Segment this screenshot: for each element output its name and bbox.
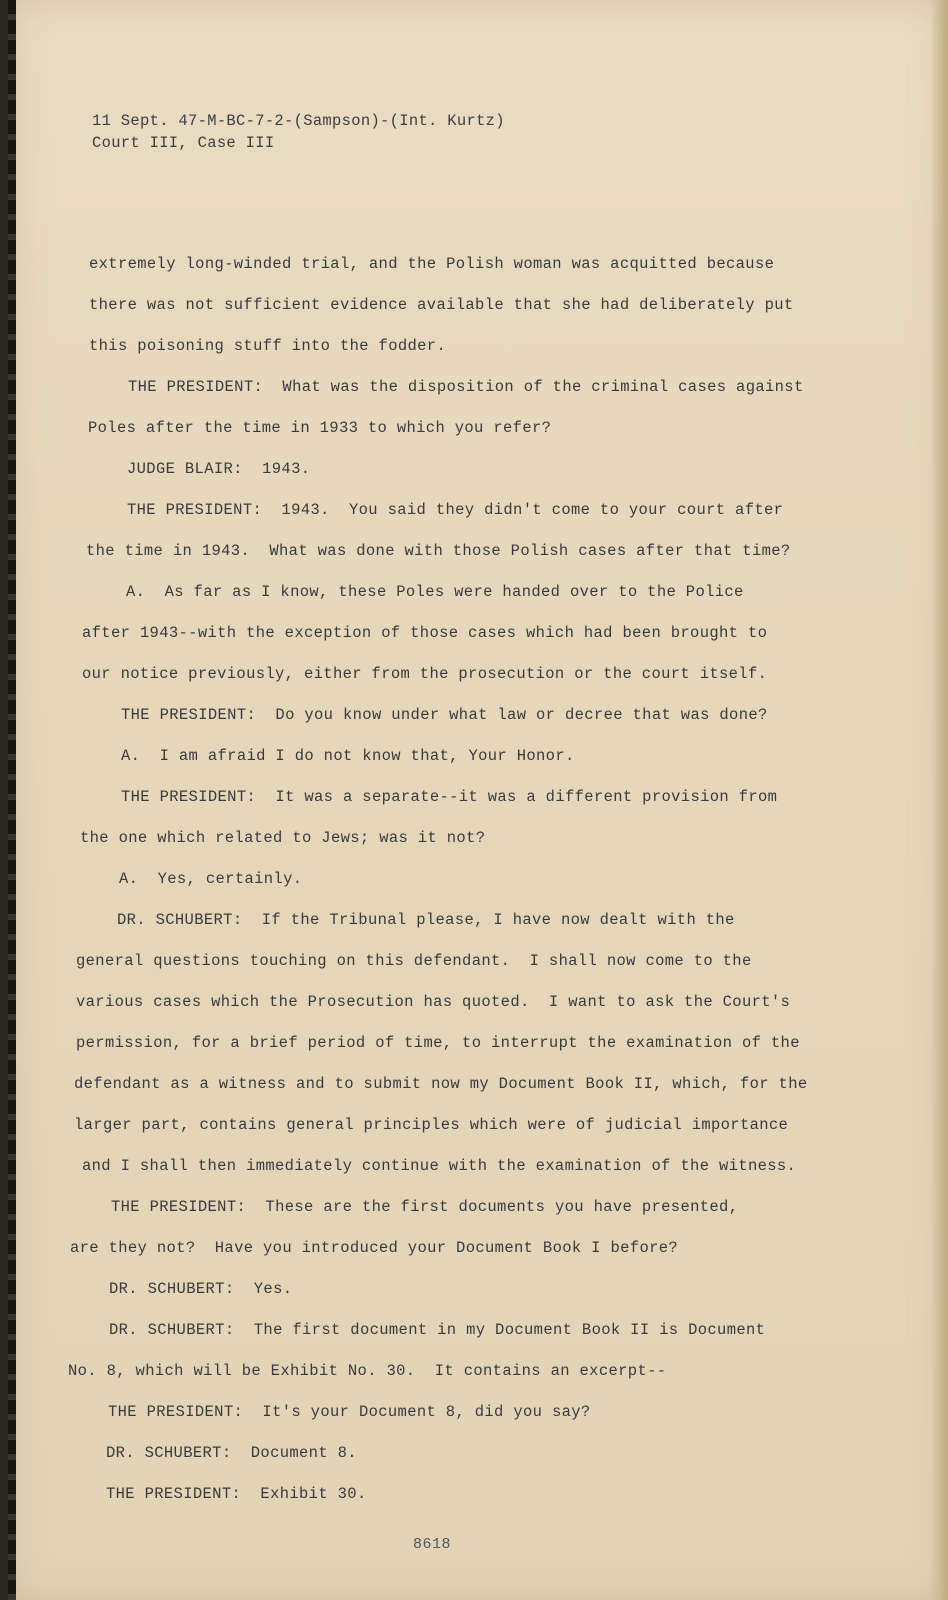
body-line-17: DR. SCHUBERT: If the Tribunal please, I have now dealt with the <box>117 911 735 929</box>
body-line-3: this poisoning stuff into the fodder. <box>89 337 447 355</box>
binding-edge <box>8 0 16 1600</box>
body-line-20: permission, for a brief period of time, to interrupt the examination of the <box>76 1034 800 1052</box>
body-line-16: A. Yes, certainly. <box>119 870 303 888</box>
body-line-15: the one which related to Jews; was it not? <box>80 829 486 847</box>
body-line-6: JUDGE BLAIR: 1943. <box>127 460 311 478</box>
body-line-8: the time in 1943. What was done with those Polish cases after that time? <box>86 542 791 560</box>
body-line-14: THE PRESIDENT: It was a separate--it was a different provision from <box>121 788 778 806</box>
body-line-11: our notice previously, either from the prosecution or the court itself. <box>82 665 768 683</box>
body-line-10: after 1943--with the exception of those cases which had been brought to <box>82 624 768 642</box>
body-line-24: THE PRESIDENT: These are the first documents you have presented, <box>111 1198 739 1216</box>
header-line-2: Court III, Case III <box>92 134 275 152</box>
body-line-23: and I shall then immediately continue with the examination of the witness. <box>82 1157 797 1175</box>
body-line-28: No. 8, which will be Exhibit No. 30. It contains an excerpt-- <box>68 1362 667 1380</box>
page-number: 8618 <box>413 1536 452 1553</box>
body-line-30: DR. SCHUBERT: Document 8. <box>106 1444 357 1462</box>
body-line-1: extremely long-winded trial, and the Polish woman was acquitted because <box>89 255 775 273</box>
document-header <box>92 110 505 154</box>
body-line-2: there was not sufficient evidence available that she had deliberately put <box>89 296 794 314</box>
body-line-25: are they not? Have you introduced your Document Book I before? <box>70 1239 679 1257</box>
body-line-21: defendant as a witness and to submit now my Document Book II, which, for the <box>74 1075 808 1093</box>
body-line-31: THE PRESIDENT: Exhibit 30. <box>106 1485 367 1503</box>
page-edge <box>930 0 948 1600</box>
body-line-12: THE PRESIDENT: Do you know under what law or decree that was done? <box>121 706 768 724</box>
header-line-1: 11 Sept. 47-M-BC-7-2-(Sampson)-(Int. Kurtz) <box>92 112 505 130</box>
body-line-26: DR. SCHUBERT: Yes. <box>109 1280 293 1298</box>
body-line-4: THE PRESIDENT: What was the disposition of the criminal cases against <box>128 378 804 396</box>
body-line-18: general questions touching on this defendant. I shall now come to the <box>76 952 752 970</box>
body-line-22: larger part, contains general principles which were of judicial importance <box>74 1116 789 1134</box>
body-line-9: A. As far as I know, these Poles were handed over to the Police <box>126 583 744 601</box>
body-line-7: THE PRESIDENT: 1943. You said they didn't come to your court after <box>127 501 784 519</box>
body-line-27: DR. SCHUBERT: The first document in my Document Book II is Document <box>109 1321 766 1339</box>
body-line-5: Poles after the time in 1933 to which you refer? <box>88 419 552 437</box>
body-line-13: A. I am afraid I do not know that, Your Honor. <box>121 747 575 765</box>
document-page <box>8 0 948 1600</box>
body-line-29: THE PRESIDENT: It's your Document 8, did you say? <box>108 1403 591 1421</box>
body-line-19: various cases which the Prosecution has quoted. I want to ask the Court's <box>76 993 791 1011</box>
